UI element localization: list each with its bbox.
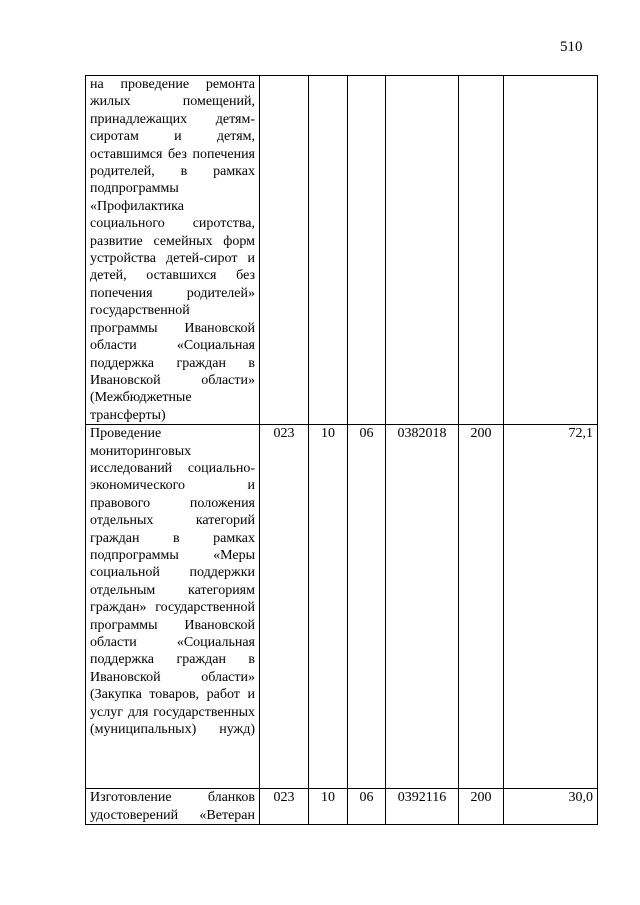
page-number: 510: [560, 39, 583, 55]
amount-cell: [504, 76, 598, 425]
row-description: на проведение ремонта жилых помещений, принадлежащих детям-сиротам и детям, оставшимся без попечения родителей, в рамках подпрограммы «Профилактика социального сиротства, развитие семейных форм устройства детей-сирот и детей, оставшихся без попечения родителей» государственной программы Ивановской области «Социальная поддержка граждан в Ивановской области» (Межбюджетные трансферты): [86, 76, 260, 425]
target-article-cell: 0382018: [386, 425, 459, 789]
section-cell: [309, 76, 348, 425]
expense-type-cell: 200: [459, 425, 504, 789]
target-article-cell: 0392116: [386, 789, 459, 825]
table-row: [86, 425, 598, 789]
table-row: [86, 76, 598, 425]
subsection-cell: [348, 76, 386, 425]
expense-type-cell: [459, 76, 504, 425]
amount-cell: 72,1: [504, 425, 598, 789]
ministry-code-cell: [260, 76, 309, 425]
expense-type-cell: 200: [459, 789, 504, 825]
ministry-code-cell: 023: [260, 789, 309, 825]
target-article-cell: [386, 76, 459, 425]
amount-cell: 30,0: [504, 789, 598, 825]
subsection-cell: 06: [348, 425, 386, 789]
row-description: Проведение мониторинговых исследований социально-экономического и правового положения отдельных категорий граждан в рамках подпрограммы «Меры социальной поддержки отдельным категориям граждан» государственной программы Ивановской области «Социальная поддержка граждан в Ивановской области» (Закупка товаров, работ и услуг для государственных (муниципальных) нужд): [86, 425, 260, 789]
ministry-code-cell: 023: [260, 425, 309, 789]
row-description: Изготовление бланков удостоверений «Ветеран: [86, 789, 260, 825]
section-cell: 10: [309, 789, 348, 825]
section-cell: 10: [309, 425, 348, 789]
table-row: [86, 789, 598, 825]
subsection-cell: 06: [348, 789, 386, 825]
budget-table: [85, 75, 598, 825]
